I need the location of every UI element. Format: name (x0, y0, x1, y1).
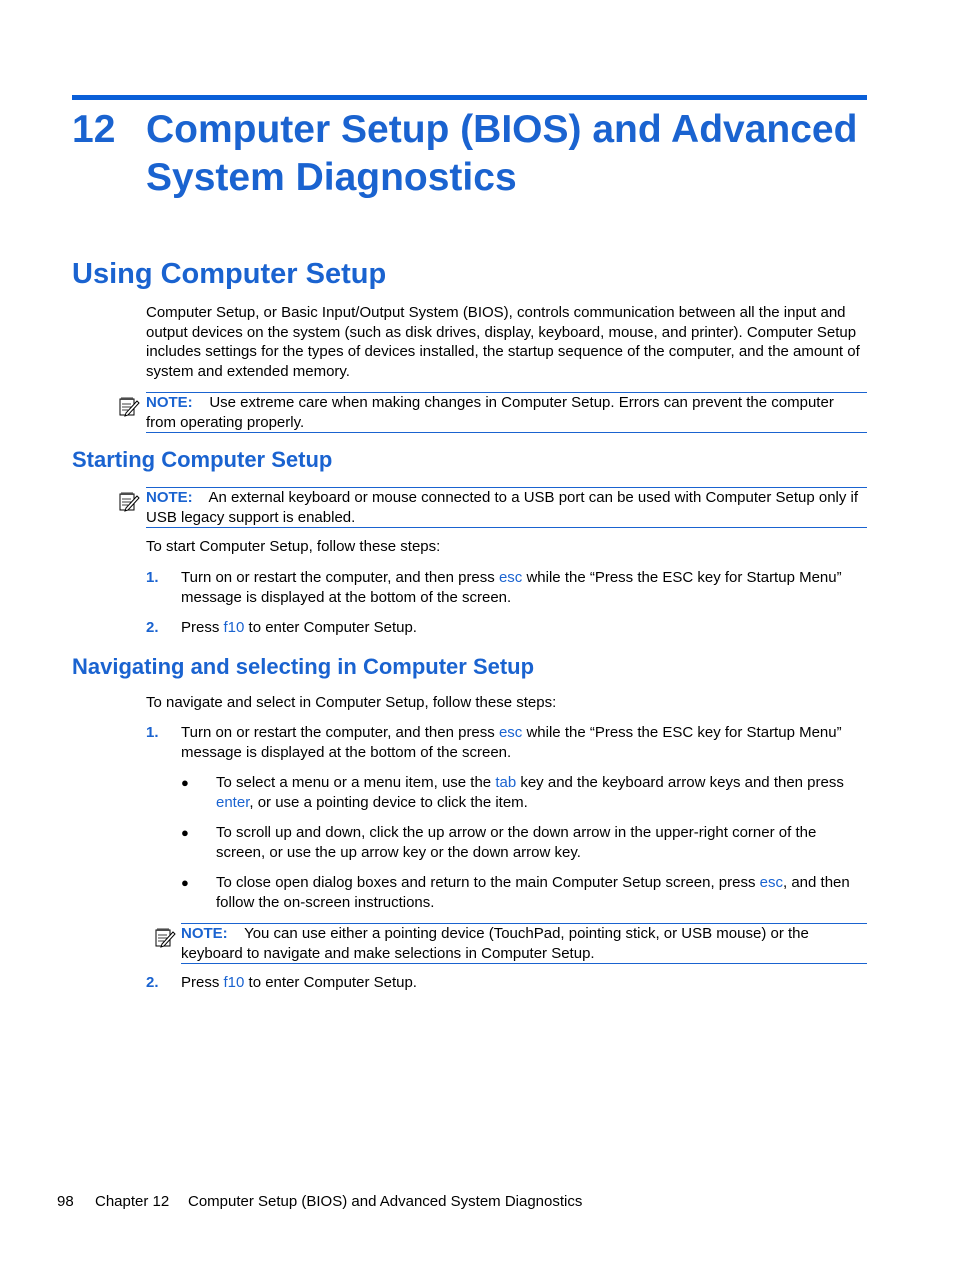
step-text-part: Turn on or restart the computer, and then press (181, 569, 499, 586)
note-pad-icon (118, 490, 140, 512)
subsection-title-starting: Starting Computer Setup (72, 447, 333, 472)
step-number: 1. (146, 569, 159, 586)
footer-page-number: 98 (57, 1193, 74, 1210)
step-text-part: to enter Computer Setup. (244, 619, 417, 636)
note-pad-icon (118, 395, 140, 417)
key-name: tab (495, 774, 517, 791)
key-name: esc (498, 569, 523, 586)
bullet-marker: ● (181, 875, 189, 890)
step-text (181, 723, 867, 762)
step-text-part: Press (181, 974, 224, 991)
note-label: NOTE: (146, 394, 193, 411)
step-text-part: while the “Press the ESC key for Startup Menu” message is displayed at the bottom of the screen. (181, 724, 842, 761)
bullet-text-part: key and the keyboard arrow keys and then press (516, 774, 844, 791)
step-text-part: to enter Computer Setup. (244, 974, 417, 991)
note-text: You can use either a pointing device (TouchPad, pointing stick, or USB mouse) or the keyboard to navigate and make selections in Computer Setup. (181, 925, 809, 962)
step-text-part: while the “Press the ESC key for Startup Menu” message is displayed at the bottom of the screen. (181, 569, 842, 606)
bullet-text (216, 773, 867, 812)
footer-title: Computer Setup (BIOS) and Advanced System Diagnostics (188, 1193, 583, 1210)
note-box (146, 487, 867, 528)
step-number: 1. (146, 724, 159, 741)
step-text (181, 568, 867, 607)
navigating-intro: To navigate and select in Computer Setup, follow these steps: (146, 694, 557, 711)
bullet-text-part: , or use a pointing device to click the item. (249, 793, 528, 811)
step-text-part: Turn on or restart the computer, and then press (181, 724, 499, 741)
note-label: NOTE: (181, 925, 228, 942)
chapter-number: 12 (72, 108, 116, 151)
note-text: Use extreme care when making changes in Computer Setup. Errors can prevent the computer from operating properly. (146, 394, 834, 431)
bullet-marker: ● (181, 825, 189, 840)
step-text (181, 618, 867, 638)
key-name: f10 (223, 619, 245, 636)
bullet-marker: ● (181, 775, 189, 790)
note-text: An external keyboard or mouse connected to a USB port can be used with Computer Setup only if USB legacy support is enabled. (146, 489, 859, 526)
step-text-part: Press (181, 619, 224, 636)
starting-intro: To start Computer Setup, follow these steps: (146, 538, 441, 555)
step-number: 2. (146, 619, 159, 636)
step-number: 2. (146, 974, 159, 991)
bullet-text-part: , and then follow the on-screen instructions. (216, 874, 850, 911)
key-name: f10 (223, 974, 245, 991)
chapter-title-line1: Computer Setup (BIOS) and Advanced (146, 108, 858, 151)
note-label: NOTE: (146, 489, 193, 506)
section-title: Using Computer Setup (72, 258, 387, 290)
note-box (181, 923, 867, 964)
step-text (181, 973, 867, 993)
bullet-text-part: To close open dialog boxes and return to the main Computer Setup screen, press (216, 874, 760, 891)
note-pad-icon (154, 926, 176, 948)
section-intro: Computer Setup, or Basic Input/Output System (BIOS), controls communication between all the input and output devices on the system (such as disk drives, display, keyboard, mouse, and printer). Computer Setup includes settings for the types of devices installed, the startup sequence of the computer, and the amount of system and extended memory. (146, 304, 860, 380)
chapter-top-rule (72, 95, 867, 100)
chapter-title (146, 106, 866, 202)
bullet-text: To scroll up and down, click the up arrow or the down arrow in the upper-right corner of the screen, or use the up arrow key or the down arrow key. (216, 824, 817, 861)
chapter-title-line2: System Diagnostics (146, 156, 517, 199)
footer-chapter: Chapter 12 (95, 1193, 170, 1210)
bullet-text (216, 873, 867, 912)
key-name: esc (498, 724, 523, 741)
key-name: esc (759, 874, 783, 891)
note-box (146, 392, 867, 433)
key-name: enter (216, 793, 250, 811)
subsection-title-navigating: Navigating and selecting in Computer Setup (72, 654, 535, 679)
bullet-text-part: To select a menu or a menu item, use the (216, 774, 496, 791)
